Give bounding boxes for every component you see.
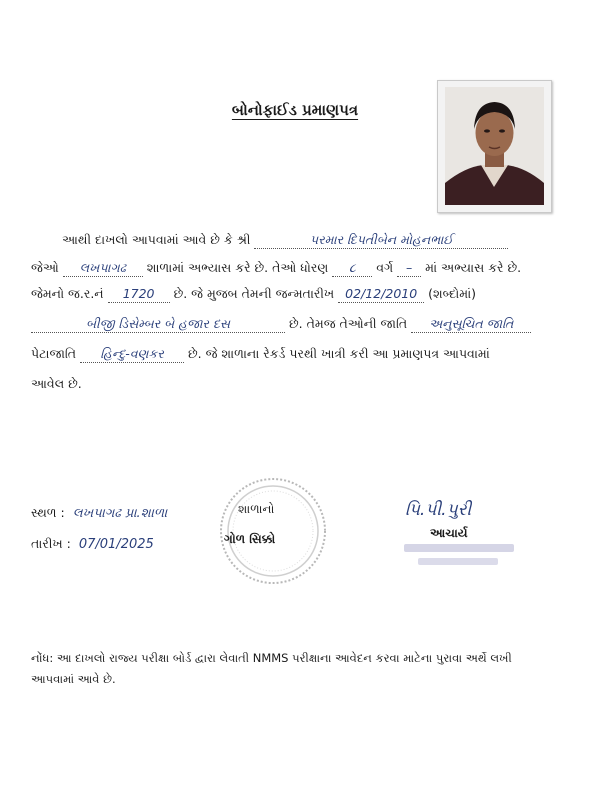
birth-date-words-field: બીજી ડિસેમ્બર બે હજાર દસ xyxy=(31,316,285,333)
line1-prefix: આથી દાખલો આપવામાં આવે છે કે શ્રી xyxy=(62,232,251,247)
place-value: લખપાગઢ પ્રા.શાળા xyxy=(72,506,168,521)
student-portrait-image xyxy=(445,87,544,205)
seal-label-line2: ગોળ સિક્કો xyxy=(224,532,276,546)
birth-date-field: 02/12/2010 xyxy=(338,286,424,303)
body-line-1 xyxy=(62,232,508,249)
faded-stamp xyxy=(400,540,520,572)
place-label: સ્થળ : xyxy=(31,505,65,520)
body-line-5 xyxy=(31,346,490,363)
caste-field: અનુસૂચિત જાતિ xyxy=(411,316,531,333)
date-label: તારીખ : xyxy=(31,536,71,551)
line2-mid: શાળામાં અભ્યાસ કરે છે. તેઓ ધોરણ xyxy=(146,260,329,275)
body-line-2 xyxy=(31,260,521,277)
line3-mid: છે. જે મુજબ તેમની જન્મતારીખ xyxy=(173,286,335,301)
seal-label-line1: શાળાનો xyxy=(238,502,275,516)
principal-signature: પિ.પી.પુરી xyxy=(405,500,472,520)
school-seal-circle xyxy=(218,476,328,586)
line2-prefix: જેઓ xyxy=(31,260,59,275)
note-line-2: આપવામાં આવે છે. xyxy=(31,672,116,686)
certificate-title: બોનોફાઈડ પ્રમાણપત્ર xyxy=(231,101,359,119)
line3-prefix: જેમનો જ.ર.નં xyxy=(31,286,104,301)
body-line-4 xyxy=(31,316,531,333)
sub-caste-field: હિન્દુ-વણકર xyxy=(80,346,184,363)
line4-mid: છે. તેમજ તેઓની જાતિ xyxy=(288,316,408,331)
date-line xyxy=(31,536,154,552)
line5-prefix: પેટાજાતિ xyxy=(31,346,77,361)
student-name-field: પરમાર દિપતીબેન મોહનભાઈ xyxy=(254,232,508,249)
line3-end: (શબ્દોમાં) xyxy=(428,286,477,301)
principal-label: આચાર્ય xyxy=(430,526,468,540)
line5-end: છે. જે શાળાના રેકર્ડ પરથી ખાત્રી કરી આ પ્રમાણપત્ર આપવામાં xyxy=(187,346,490,361)
body-line-3 xyxy=(31,286,476,303)
place-line xyxy=(31,505,167,521)
line2-end: માં અભ્યાસ કરે છે. xyxy=(425,260,522,275)
gr-number-field: 1720 xyxy=(108,286,170,303)
standard-field: ૮ xyxy=(332,260,372,277)
school-name-field: લખપાગઢ xyxy=(63,260,143,277)
student-photo xyxy=(437,80,552,213)
body-line-6: આવેલ છે. xyxy=(31,376,82,391)
date-value: 07/01/2025 xyxy=(78,537,154,552)
note-line-1: નોંધ: આ દાખલો રાજ્ય પરીક્ષા બોર્ડ દ્વારા લેવાતી NMMS પરીક્ષાના આવેદન કરવા માટેના પુરાવા અર્થે લખી xyxy=(31,651,512,665)
division-field: – xyxy=(397,260,421,277)
line2-class: વર્ગ xyxy=(376,260,394,275)
